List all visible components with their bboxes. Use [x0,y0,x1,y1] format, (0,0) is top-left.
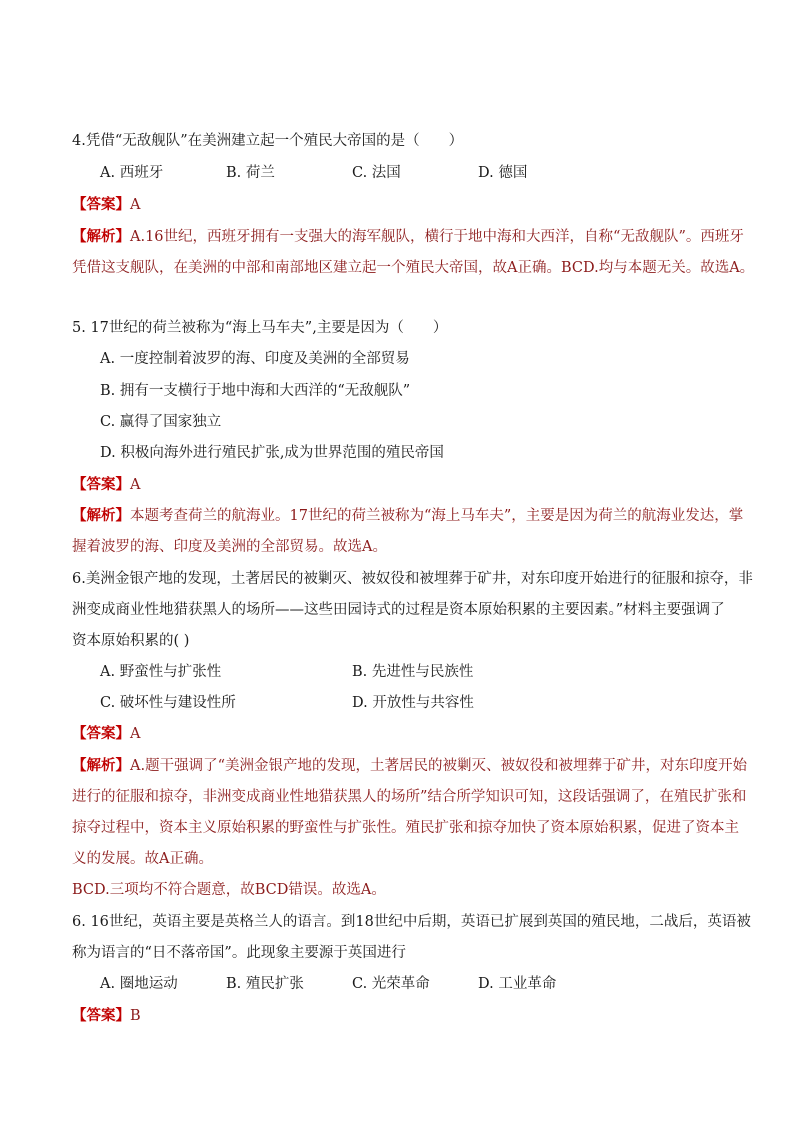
answer-tag: 【答案】 [72,725,130,742]
option-b: B. 殖民扩张 [226,976,304,992]
question-5-option-b: B. 拥有一支横行于地中海和大西洋的“无敌舰队” [100,383,411,399]
question-6b-stem-line-1: 6. 16世纪，英语主要是英格兰人的语言。到18世纪中后期，英语已扩展到英国的殖民地，二战后，英语被 [72,914,751,930]
option-b: B. 先进性与民族性 [352,664,474,680]
question-6b-stem-line-2: 称为语言的“日不落帝国”。此现象主要源于英国进行 [72,945,406,961]
question-5-analysis-line-1 [72,506,744,526]
question-5-stem: 5. 17世纪的荷兰被称为“海上马车夫”,主要是因为（ ） [72,320,448,336]
question-4-answer [72,195,732,215]
option-a: A. 西班牙 [100,165,164,181]
analysis-tag: 【解析】 [72,228,130,245]
question-6a-analysis-line-3: 掠夺过程中，资本主义原始积累的野蛮性与扩张性。殖民扩张和掠夺加快了资本原始积累，促进了资本主 [72,820,739,836]
question-6b-answer [72,1006,732,1026]
answer-tag: 【答案】 [72,476,130,493]
question-4-stem: 4.凭借“无敌舰队”在美洲建立起一个殖民大帝国的是（ ） [72,133,464,149]
answer-value: B [130,1008,141,1024]
answer-value: A [130,477,141,493]
answer-value: A [130,726,141,742]
option-c: C. 法国 [352,165,401,181]
analysis-text: 本题考查荷兰的航海业。17世纪的荷兰被称为“海上马车夫”，主要是因为荷兰的航海业发达，掌 [130,508,744,524]
analysis-tag: 【解析】 [72,757,130,774]
answer-tag: 【答案】 [72,196,130,213]
question-6a-analysis-line-1 [72,756,747,776]
question-4-analysis-line-2: 凭借这支舰队，在美洲的中部和南部地区建立起一个殖民大帝国，故A正确。BCD.均与本题无关。故选A。 [72,260,755,276]
question-6a-stem-line-3: 资本原始积累的( ) [72,633,190,649]
question-6a-stem-line-2: 洲变成商业性地猎获黑人的场所——这些田园诗式的过程是资本原始积累的主要因素。”材料主要强调了 [72,602,725,618]
question-6a-analysis-line-5: BCD.三项均不符合题意，故BCD错误。故选A。 [72,882,386,898]
question-6a-stem-line-1: 6.美洲金银产地的发现，土著居民的被剿灭、被奴役和被埋葬于矿井，对东印度开始进行的征服和掠夺，非 [72,571,753,587]
option-d: D. 开放性与共容性 [352,695,474,711]
analysis-text: A.题干强调了“美洲金银产地的发现，土著居民的被剿灭、被奴役和被埋葬于矿井，对东印度开始 [130,758,747,774]
option-c: C. 光荣革命 [352,976,430,992]
analysis-tag: 【解析】 [72,507,130,524]
question-6a-analysis-line-2: 进行的征服和掠夺，非洲变成商业性地猎获黑人的场所”结合所学知识可知，这段话强调了，在殖民扩张和 [72,789,747,805]
question-6a-analysis-line-4: 义的发展。故A正确。 [72,851,213,867]
question-5-analysis-line-2: 握着波罗的海、印度及美洲的全部贸易。故选A。 [72,539,387,555]
analysis-text: A.16世纪，西班牙拥有一支强大的海军舰队，横行于地中海和大西洋，自称“无敌舰队”。西班牙 [130,229,744,245]
question-5-answer [72,475,732,495]
option-d: D. 德国 [478,165,528,181]
answer-value: A [130,197,141,213]
question-6a-answer [72,724,732,744]
option-c: C. 破坏性与建设性所 [100,695,236,711]
option-a: A. 圈地运动 [100,976,178,992]
question-4-analysis-line-1 [72,227,744,247]
answer-tag: 【答案】 [72,1007,130,1024]
question-5-option-c: C. 赢得了国家独立 [100,414,222,430]
question-5-option-d: D. 积极向海外进行殖民扩张,成为世界范围的殖民帝国 [100,445,444,461]
option-d: D. 工业革命 [478,976,557,992]
question-5-option-a: A. 一度控制着波罗的海、印度及美洲的全部贸易 [100,351,410,367]
option-b: B. 荷兰 [226,165,275,181]
option-a: A. 野蛮性与扩张性 [100,664,222,680]
